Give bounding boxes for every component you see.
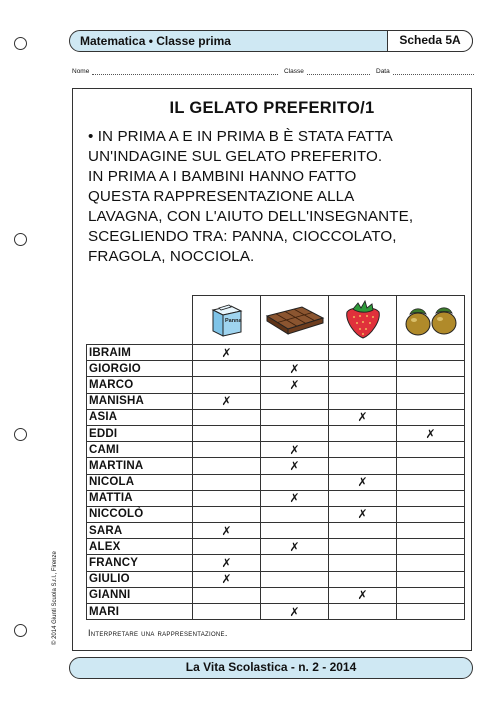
empty-cell (193, 377, 261, 393)
student-name: MANISHA (87, 393, 193, 409)
worksheet-panel (72, 88, 472, 651)
choice-mark: ✗ (261, 604, 329, 620)
empty-cell (261, 345, 329, 361)
empty-cell (261, 587, 329, 603)
table-row (87, 442, 465, 458)
empty-cell (397, 474, 465, 490)
table-row (87, 458, 465, 474)
table-row (87, 604, 465, 620)
empty-cell (397, 393, 465, 409)
empty-cell (193, 425, 261, 441)
empty-cell (261, 555, 329, 571)
footer-bar: La Vita Scolastica - n. 2 - 2014 (69, 657, 473, 679)
table-row (87, 506, 465, 522)
empty-cell (329, 523, 397, 539)
worksheet-caption: Interpretare una rappresentazione. (88, 628, 228, 638)
empty-cell (261, 571, 329, 587)
empty-cell (329, 361, 397, 377)
intro-line: FRAGOLA, NOCCIOLA. (88, 248, 255, 265)
choice-mark: ✗ (329, 409, 397, 425)
choice-mark: ✗ (329, 506, 397, 522)
empty-cell (397, 604, 465, 620)
column-chocolate (261, 296, 329, 345)
choice-mark: ✗ (193, 393, 261, 409)
empty-cell (329, 604, 397, 620)
choice-mark: ✗ (397, 425, 465, 441)
name-line (92, 68, 278, 75)
choice-mark: ✗ (329, 474, 397, 490)
table-row (87, 587, 465, 603)
empty-cell (397, 345, 465, 361)
intro-line: LAVAGNA, CON L'AIUTO DELL'INSEGNANTE, (88, 208, 414, 225)
chocolate-bar-icon (264, 304, 326, 336)
choice-mark: ✗ (261, 377, 329, 393)
table-row (87, 490, 465, 506)
empty-cell (329, 571, 397, 587)
empty-cell (193, 442, 261, 458)
empty-cell (397, 571, 465, 587)
table-row (87, 393, 465, 409)
empty-cell (193, 539, 261, 555)
header-bar (69, 30, 473, 52)
cream-carton-icon (207, 302, 247, 338)
empty-cell (329, 393, 397, 409)
student-name: ALEX (87, 539, 193, 555)
binder-hole-4 (14, 624, 27, 637)
header-corner (87, 296, 193, 345)
empty-cell (193, 506, 261, 522)
table-row (87, 425, 465, 441)
table-row (87, 523, 465, 539)
date-field[interactable] (376, 68, 474, 75)
choice-mark: ✗ (193, 555, 261, 571)
student-name: CAMI (87, 442, 193, 458)
table-row (87, 409, 465, 425)
binder-hole-3 (14, 428, 27, 441)
empty-cell (261, 409, 329, 425)
empty-cell (329, 377, 397, 393)
intro-line: QUESTA RAPPRESENTAZIONE ALLA (88, 188, 355, 205)
empty-cell (193, 474, 261, 490)
column-cream (193, 296, 261, 345)
name-label: Nome (72, 68, 90, 75)
icon-header-row (87, 296, 465, 345)
student-name: FRANCY (87, 555, 193, 571)
strawberry-icon (341, 299, 385, 341)
empty-cell (329, 425, 397, 441)
student-name: NICOLA (87, 474, 193, 490)
empty-cell (397, 490, 465, 506)
empty-cell (397, 377, 465, 393)
table-row (87, 474, 465, 490)
date-label: Data (376, 68, 390, 75)
preference-table (86, 295, 465, 620)
empty-cell (397, 539, 465, 555)
copyright-notice: © 2014 Giunti Scuola S.r.l., Firenze (52, 551, 58, 645)
choice-mark: ✗ (261, 458, 329, 474)
empty-cell (397, 523, 465, 539)
empty-cell (261, 425, 329, 441)
student-name: SARA (87, 523, 193, 539)
choice-mark: ✗ (329, 587, 397, 603)
empty-cell (329, 458, 397, 474)
student-name: ASIA (87, 409, 193, 425)
table-row (87, 539, 465, 555)
cream-carton-label: Panna (224, 318, 242, 324)
empty-cell (397, 442, 465, 458)
choice-mark: ✗ (193, 523, 261, 539)
empty-cell (261, 506, 329, 522)
class-field[interactable] (284, 68, 370, 75)
intro-line: SCEGLIENDO TRA: PANNA, CIOCCOLATO, (88, 228, 397, 245)
date-line (393, 68, 474, 75)
empty-cell (329, 555, 397, 571)
column-hazelnut (397, 296, 465, 345)
student-name: MATTIA (87, 490, 193, 506)
empty-cell (261, 523, 329, 539)
worksheet-badge: Scheda 5A (387, 30, 473, 52)
student-name: GIULIO (87, 571, 193, 587)
intro-line: IN PRIMA A I BAMBINI HANNO FATTO (88, 168, 357, 185)
choice-mark: ✗ (261, 361, 329, 377)
empty-cell (397, 555, 465, 571)
empty-cell (397, 506, 465, 522)
empty-cell (261, 393, 329, 409)
empty-cell (397, 361, 465, 377)
choice-mark: ✗ (261, 490, 329, 506)
intro-line: UN'INDAGINE SUL GELATO PREFERITO. (88, 148, 383, 165)
empty-cell (329, 345, 397, 361)
empty-cell (397, 587, 465, 603)
hazelnuts-icon (401, 302, 461, 338)
table-row (87, 377, 465, 393)
binder-hole-1 (14, 37, 27, 50)
choice-mark: ✗ (261, 442, 329, 458)
student-name: GIORGIO (87, 361, 193, 377)
column-strawberry (329, 296, 397, 345)
student-name: MARI (87, 604, 193, 620)
class-line (307, 68, 370, 75)
class-label: Classe (284, 68, 304, 75)
empty-cell (397, 409, 465, 425)
intro-line: • IN PRIMA A E IN PRIMA B È STATA FATTA (88, 128, 393, 145)
choice-mark: ✗ (261, 539, 329, 555)
table-row (87, 361, 465, 377)
worksheet-title: IL GELATO PREFERITO/1 (169, 99, 375, 117)
intro-text (88, 127, 468, 267)
empty-cell (193, 604, 261, 620)
student-fields (72, 68, 474, 80)
table-row (87, 555, 465, 571)
empty-cell (193, 490, 261, 506)
empty-cell (261, 474, 329, 490)
student-name: MARCO (87, 377, 193, 393)
empty-cell (397, 458, 465, 474)
student-name: MARTINA (87, 458, 193, 474)
empty-cell (193, 361, 261, 377)
header-title: Matematica • Classe prima (80, 34, 231, 48)
binder-hole-2 (14, 233, 27, 246)
student-name: IBRAIM (87, 345, 193, 361)
empty-cell (193, 458, 261, 474)
choice-mark: ✗ (193, 571, 261, 587)
empty-cell (329, 442, 397, 458)
student-name: GIANNI (87, 587, 193, 603)
student-name: EDDI (87, 425, 193, 441)
empty-cell (329, 539, 397, 555)
empty-cell (193, 409, 261, 425)
name-field[interactable] (72, 68, 278, 75)
empty-cell (193, 587, 261, 603)
empty-cell (329, 490, 397, 506)
table-row (87, 345, 465, 361)
choice-mark: ✗ (193, 345, 261, 361)
student-name: NICCOLÒ (87, 506, 193, 522)
table-row (87, 571, 465, 587)
